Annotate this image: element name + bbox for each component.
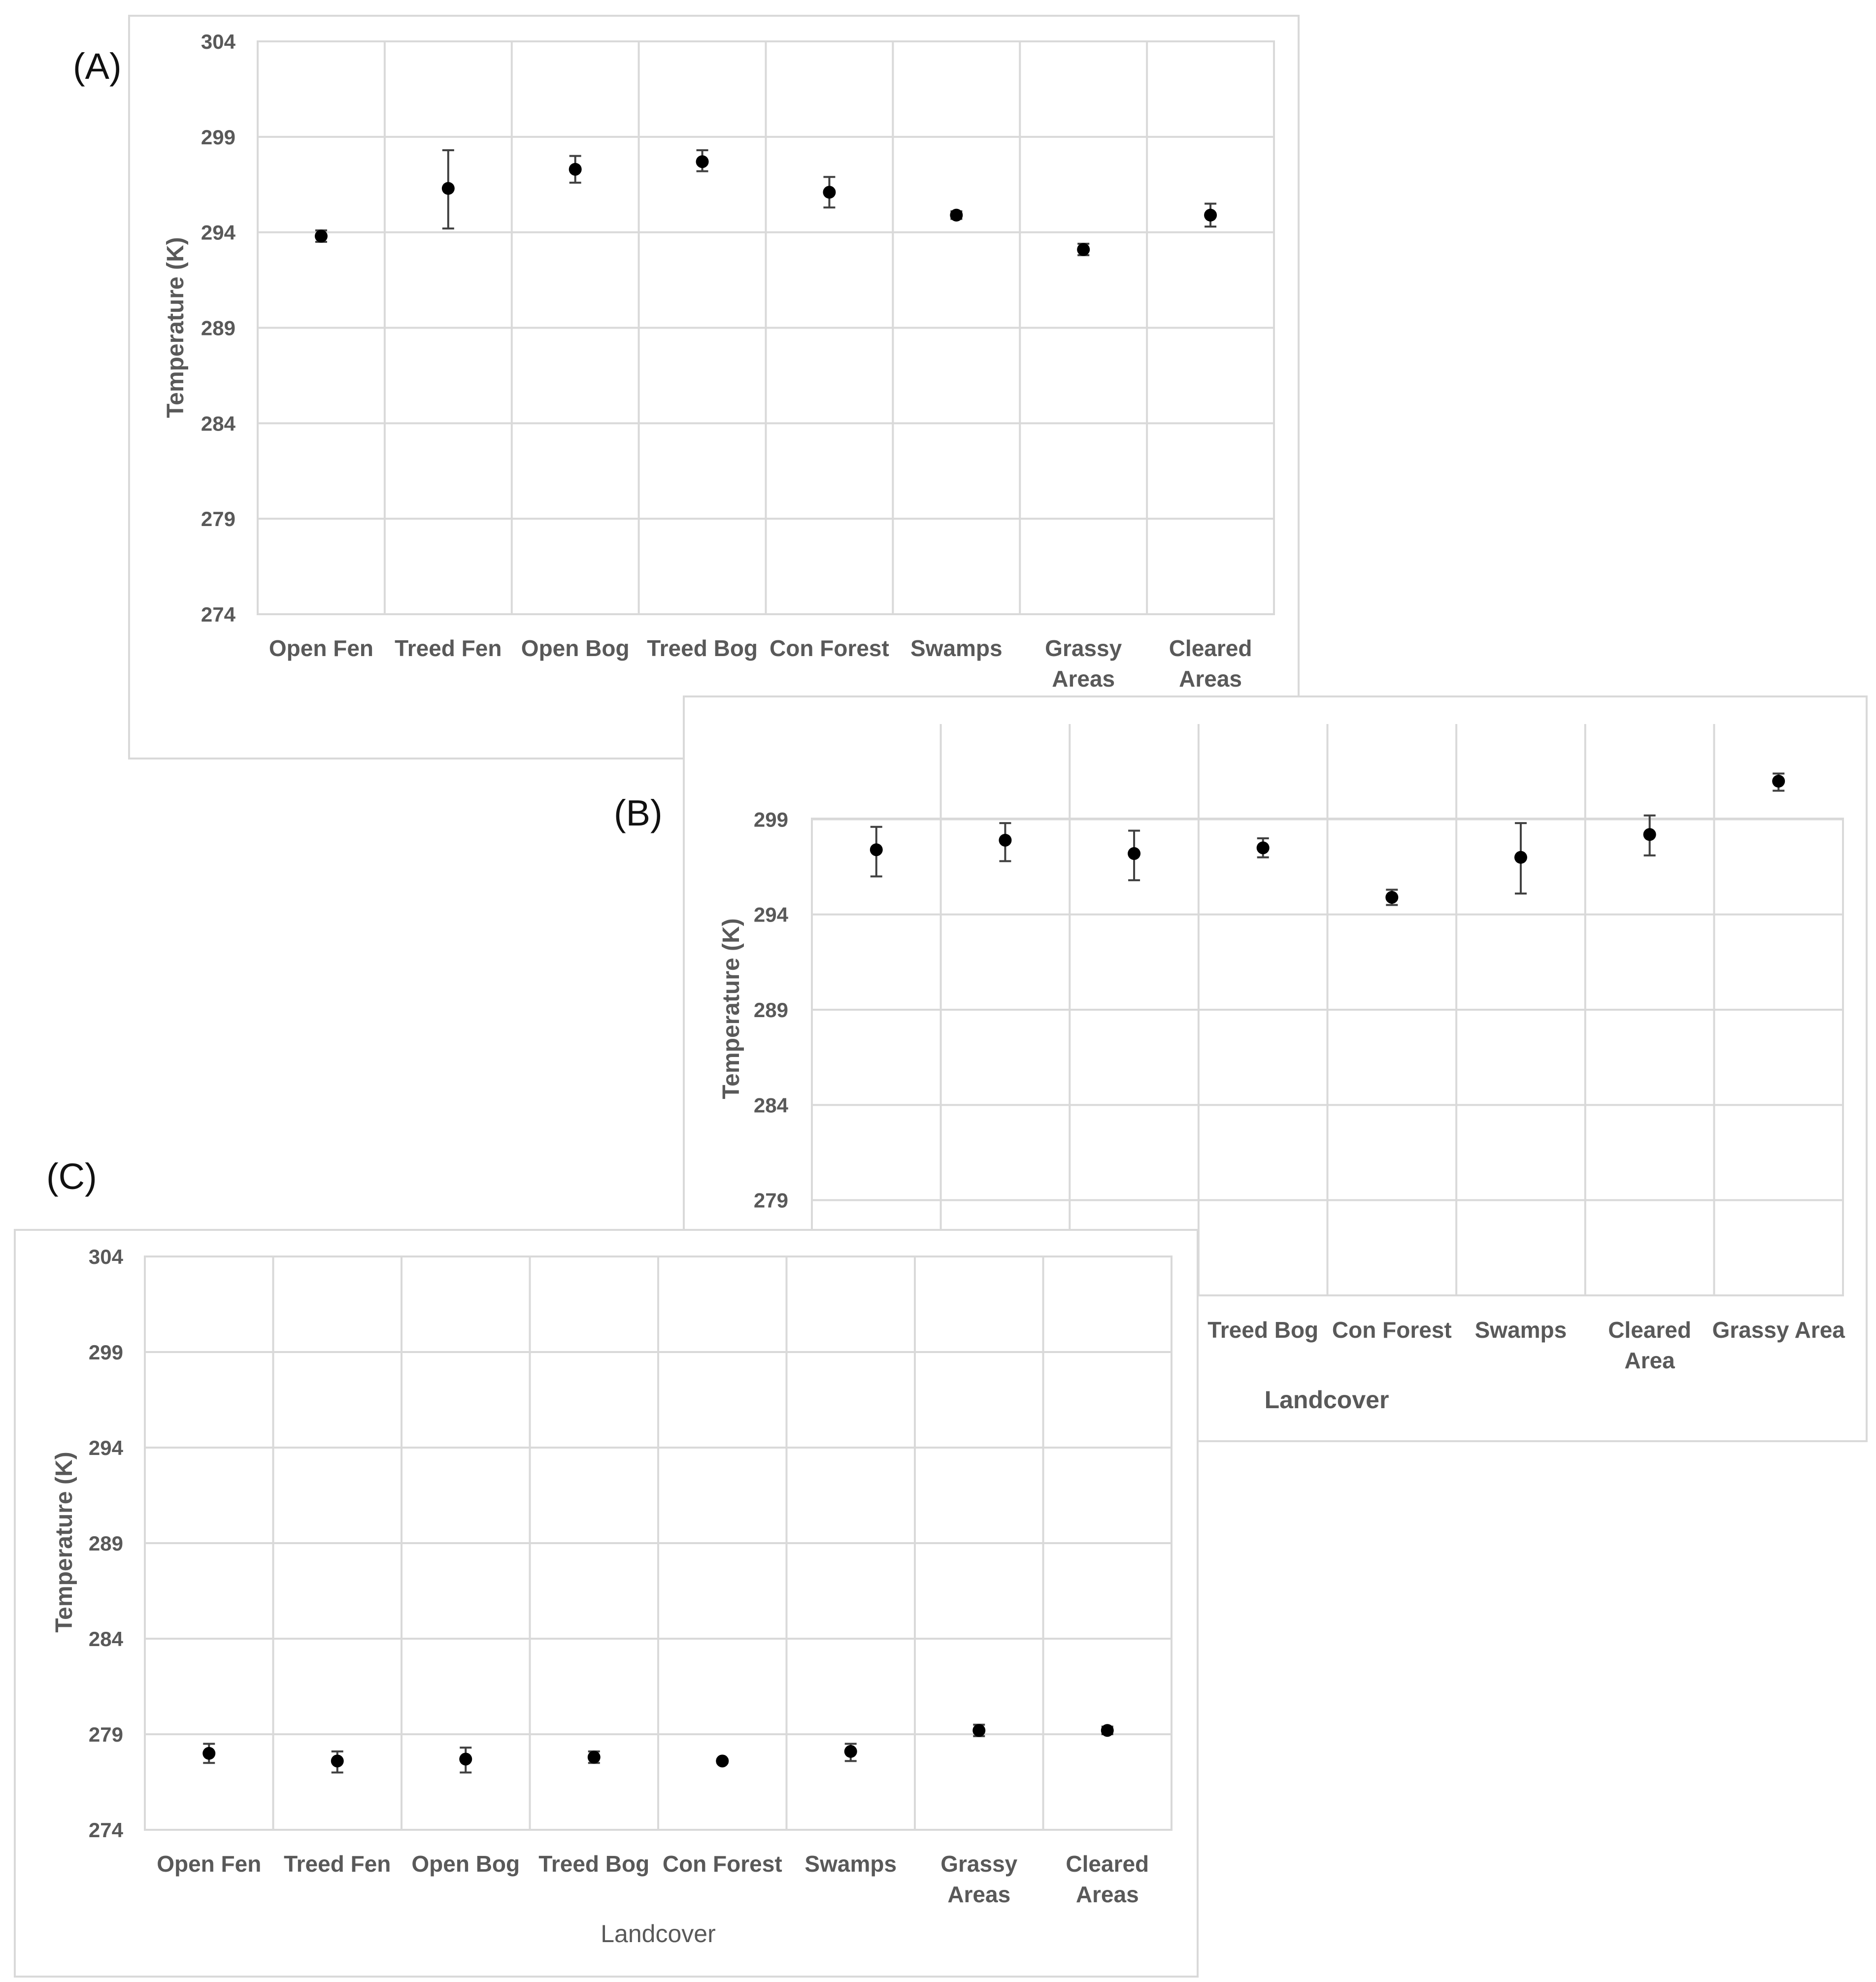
data-point	[569, 163, 582, 176]
x-tick-label: Con Forest	[770, 635, 889, 661]
x-tick-label: Open Fen	[157, 1851, 262, 1877]
x-tick-label: Cleared	[1169, 635, 1252, 661]
chart-panel-c	[15, 1230, 1198, 1977]
data-point	[1101, 1724, 1114, 1737]
data-point	[459, 1752, 472, 1765]
x-axis-title: Landcover	[1264, 1386, 1389, 1414]
y-tick-label: 279	[88, 1723, 123, 1746]
data-point	[1257, 841, 1270, 854]
x-tick-label: Open Bog	[521, 635, 630, 661]
y-tick-label: 279	[753, 1189, 788, 1212]
x-tick-label: Treed Bog	[647, 635, 758, 661]
data-point	[1772, 775, 1785, 788]
y-tick-label: 289	[753, 998, 788, 1022]
x-tick-label: Areas	[947, 1882, 1011, 1907]
data-point	[588, 1751, 601, 1764]
y-tick-label: 279	[201, 507, 235, 531]
panel-label-a: (A)	[73, 46, 122, 87]
x-tick-label: Open Fen	[268, 635, 373, 661]
data-point	[1128, 847, 1140, 860]
x-tick-label: Cleared	[1066, 1851, 1149, 1877]
data-point	[972, 1724, 985, 1737]
x-tick-label: Areas	[1075, 1882, 1139, 1907]
x-tick-label: Con Forest	[662, 1851, 782, 1877]
x-tick-label: Treed Bog	[538, 1851, 650, 1877]
y-tick-label: 294	[88, 1436, 123, 1459]
x-tick-label: Areas	[1179, 666, 1242, 692]
x-tick-label: Cleared	[1608, 1317, 1691, 1343]
data-point	[844, 1745, 857, 1758]
data-point	[823, 186, 836, 198]
y-tick-label: 299	[201, 125, 235, 149]
y-tick-label: 304	[201, 30, 235, 53]
y-tick-label: 299	[88, 1341, 123, 1364]
panel-label-b: (B)	[614, 793, 663, 833]
x-tick-label: Swamps	[804, 1851, 897, 1877]
x-tick-label: Grassy Area	[1712, 1317, 1845, 1343]
panel-label-c: (C)	[46, 1156, 97, 1197]
x-tick-label: Treed Bog	[1207, 1317, 1319, 1343]
data-point	[1077, 243, 1090, 256]
data-point	[716, 1754, 729, 1767]
x-tick-label: Treed Fen	[284, 1851, 391, 1877]
data-point	[315, 230, 328, 242]
data-point	[1514, 851, 1527, 864]
y-tick-label: 294	[753, 903, 788, 926]
chart-panel-a	[129, 16, 1299, 759]
y-tick-label: 304	[88, 1245, 123, 1268]
x-tick-label: Area	[1624, 1348, 1675, 1373]
data-point	[870, 843, 883, 856]
data-point	[331, 1754, 344, 1767]
y-axis-title: Temperature (K)	[718, 918, 744, 1099]
x-tick-label: Areas	[1052, 666, 1115, 692]
y-tick-label: 274	[201, 603, 235, 626]
y-tick-label: 274	[88, 1818, 123, 1842]
y-axis-title: Temperature (K)	[163, 237, 189, 418]
x-tick-label: Swamps	[910, 635, 1003, 661]
y-tick-label: 294	[201, 221, 235, 244]
data-point	[1204, 209, 1217, 222]
data-point	[950, 209, 963, 222]
x-tick-label: Treed Fen	[395, 635, 502, 661]
data-point	[1643, 828, 1656, 841]
y-tick-label: 289	[88, 1532, 123, 1555]
y-axis-title: Temperature (K)	[51, 1452, 77, 1633]
x-tick-label: Grassy	[940, 1851, 1018, 1877]
y-tick-label: 299	[753, 808, 788, 831]
data-point	[696, 155, 709, 168]
data-point	[1385, 891, 1398, 904]
y-tick-label: 284	[201, 412, 235, 435]
y-tick-label: 289	[201, 316, 235, 340]
data-point	[442, 182, 455, 195]
x-tick-label: Swamps	[1474, 1317, 1567, 1343]
y-tick-label: 284	[88, 1627, 123, 1651]
y-tick-label: 284	[753, 1093, 788, 1117]
x-tick-label: Con Forest	[1332, 1317, 1452, 1343]
data-point	[202, 1747, 215, 1760]
x-axis-title: Landcover	[601, 1920, 716, 1948]
data-point	[999, 834, 1011, 847]
x-tick-label: Open Bog	[411, 1851, 520, 1877]
x-tick-label: Grassy	[1045, 635, 1122, 661]
